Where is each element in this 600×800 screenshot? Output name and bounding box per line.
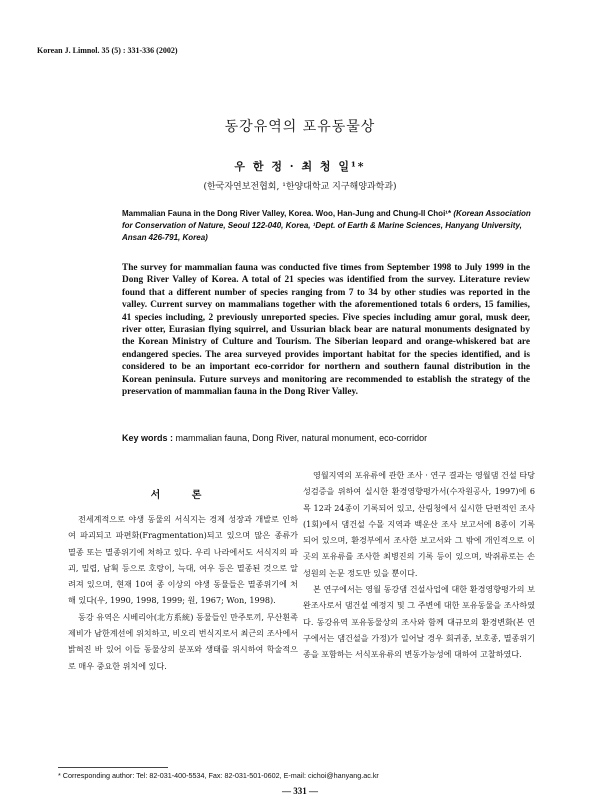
- korean-title: 동강유역의 포유동물상: [224, 119, 376, 135]
- paragraph: 본 연구에서는 영월 동강댐 건설사업에 대한 환경영향평가의 보완조사로서 댐건설 예정지 및 그 주변에 대한 포유동물을 조사하였다. 동강유역 포유동물상의 조사와 함께 대규모의 환경변화(본 연구에서는 댐건설을 가정)가 일어날 경우 회귀종, 보호종, 멸종위기종을 포함하는 서식포유류의 변동가능성에 대하여 고찰하였다.: [303, 584, 535, 660]
- keywords-label: Key words :: [122, 433, 174, 443]
- section-heading-introduction: 서 론: [150, 490, 216, 501]
- keywords: [122, 433, 530, 443]
- left-column: [68, 511, 298, 674]
- english-title: Mammalian Fauna in the Dong River Valley, Korea. Woo, Han-Jung and Chung-Il Choi¹*: [122, 209, 452, 218]
- page-number: — 331 —: [282, 786, 318, 796]
- footnote-divider: [58, 767, 168, 768]
- english-title-block: [122, 208, 532, 244]
- paragraph: 동강 유역은 시베리아(北方系統) 동물들인 만주토끼, 무산흰족제비가 남한계선에 위치하고, 비오리 번식지로서 최근의 조사에서 밝혀진 바 있어 이들 동물상의 분포와 생태를 위시하여 학술적으로 매우 중요한 위치에 있다.: [68, 611, 298, 671]
- paragraph: 영월지역의 포유류에 관한 조사 · 연구 결과는 영월댐 건설 타당성검증을 위하여 실시한 환경영향평가서(수자원공사, 1997)에 6목 12과 24종이 기록되어 있고, 산림청에서 실시한 단편적인 조사(1회)에서 댐건설 수몰 지역과 백운산 조사 보고서에 8종이 기록되어 있으며, 환경부에서 조사한 보고서와 그 밖에 개인적으로 이곳의 포유류를 조사한 최병진의 기록 등이 있으며, 박쥐류로는 손성원의 논문 정도만 있을 뿐이다.: [303, 470, 535, 578]
- korean-authors: 우 한 정 · 최 청 일¹*: [234, 160, 366, 173]
- english-affiliation: (Korean Association for Conservation of Nature, Seoul 122-040, Korea, ¹Dept. of Earth & Marine Sciences, Hanyang University, Ansan 426-791, Korea): [122, 209, 531, 242]
- footnote: * Corresponding author: Tel: 82-031-400-5534, Fax: 82-031-501-0602, E-mail: cichoi@hanyang.ac.kr: [58, 771, 379, 780]
- keywords-text: mammalian fauna, Dong River, natural monument, eco-corridor: [175, 433, 428, 443]
- korean-affiliation: (한국자연보전협회, ¹한양대학교 지구해양과학과): [203, 182, 397, 192]
- journal-reference: Korean J. Limnol. 35 (5) : 331-336 (2002): [37, 46, 178, 55]
- paragraph: 전세계적으로 야생 동물의 서식지는 경제 성장과 개발로 인하여 파괴되고 파편화(Fragmentation)되고 있으며 많은 종류가 멸종 또는 멸종위기에 처하고 있다. 우리 나라에서도 서식지의 파괴, 밀렵, 남획 등으로 호랑이, 늑대, 여우 등은 멸종된 것으로 알려져 있으며, 현재 10여 종 이상의 야생 동물들은 멸종위기에 처해 있다(우, 1990, 1998, 1999; 원, 1967; Won, 1998).: [68, 514, 298, 606]
- right-column: [303, 467, 535, 663]
- abstract: The survey for mammalian fauna was conducted five times from September 1998 to July 1999 in the Dong River Valley of Korea. A total of 21 species was identified from the survey. Literature review found that a different number of species ranging from 7 to 34 by other studies was reported in the valley. Current survey on mammalians together with the aforementioned totals 6 orders, 15 families, 41 species including, 2 previously unreported species. Five species including amur goral, musk deer, river otter, Eurasian flying squirrel, and Ussurian black bear are natural monuments designated by the Korean Ministry of Culture and Tourism. The Siberian leopard and orange-whiskered bat are endangered species. The area surveyed provides important habitat for the species identified, and is considered to be an important eco-corridor for northern and southern faunal distribution in the Korean peninsula. Future surveys and monitoring are recommended to establish the strategy of the preservation of mammalian fauna in the Dong River Valley.: [122, 263, 530, 398]
